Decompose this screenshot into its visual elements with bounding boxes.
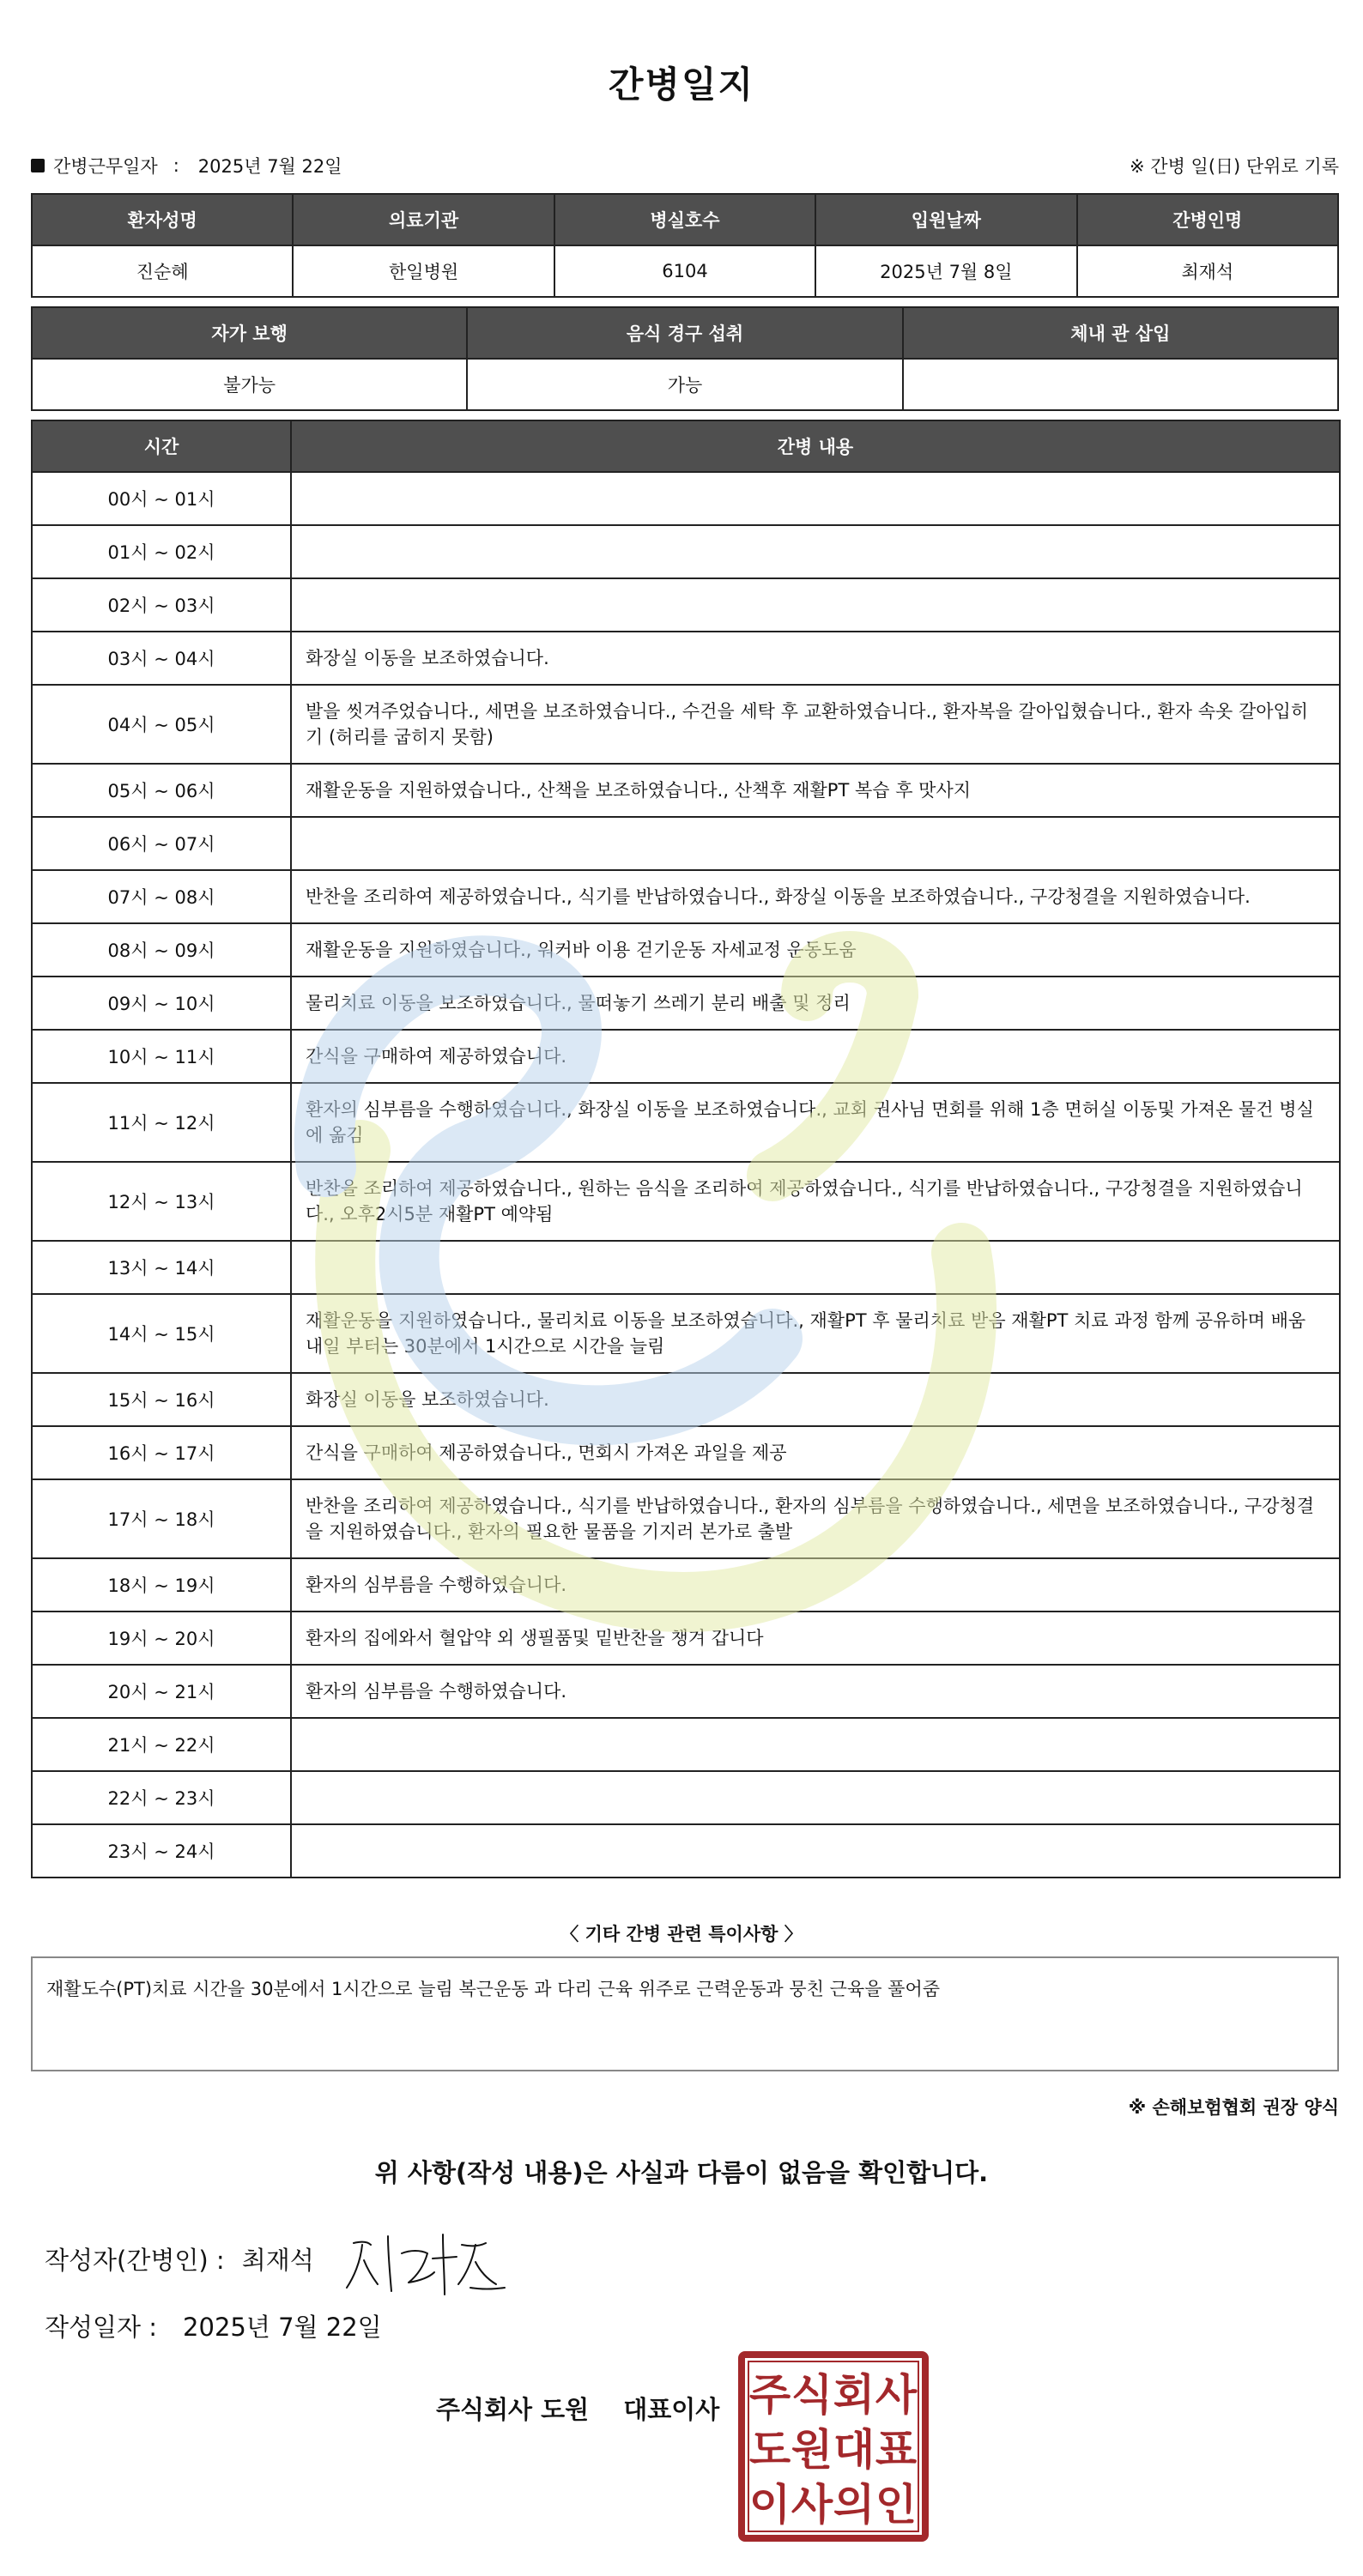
time-cell: 07시 ~ 08시	[32, 870, 291, 923]
self-walking-value: 불가능	[32, 359, 467, 410]
content-cell: 재활운동을 지원하였습니다., 물리치료 이동을 보조하였습니다., 재활PT 후 물리치료 받음 재활PT 치료 과정 함께 공유하며 배움 내일 부터는 30분에서 1시간으로 시간을 늘림	[291, 1294, 1340, 1373]
table-row	[32, 1426, 1340, 1479]
time-cell: 23시 ~ 24시	[32, 1824, 291, 1878]
confirmation-statement: 위 사항(작성 내용)은 사실과 다름이 없음을 확인합니다.	[374, 2158, 989, 2187]
patient-info-header-row	[32, 194, 1338, 245]
content-cell: 환자의 심부름을 수행하였습니다.	[291, 1665, 1340, 1718]
content-cell	[291, 578, 1340, 632]
admission-date: 2025년 7월 8일	[815, 245, 1076, 297]
table-row	[32, 685, 1340, 764]
svg-text:주: 주	[748, 2370, 791, 2420]
table-row	[32, 1030, 1340, 1083]
time-cell: 19시 ~ 20시	[32, 1612, 291, 1665]
company-signature-line	[436, 2391, 719, 2426]
unit-note: ※ 간병 일(日) 단위로 기록	[1130, 156, 1339, 177]
time-cell: 22시 ~ 23시	[32, 1771, 291, 1824]
write-date-value: 2025년 7월 22일	[183, 2313, 382, 2342]
content-cell: 재활운동을 지원하였습니다., 워커바 이용 걷기운동 자세교정 운동도움	[291, 923, 1340, 977]
writer-row	[45, 2241, 314, 2277]
work-date-value: 2025년 7월 22일	[197, 156, 342, 177]
time-cell: 01시 ~ 02시	[32, 525, 291, 578]
svg-text:대: 대	[833, 2425, 875, 2475]
table-row	[32, 472, 1340, 525]
meta-row	[31, 153, 1339, 178]
time-cell: 00시 ~ 01시	[32, 472, 291, 525]
patient-status-table	[31, 306, 1339, 411]
table-row	[32, 1083, 1340, 1162]
special-notes-title: 〈 기타 간병 관련 특이사항 〉	[560, 1924, 803, 1944]
table-row	[32, 1771, 1340, 1824]
status-header-row	[32, 307, 1338, 359]
table-row	[32, 817, 1340, 870]
recommended-form-note: ※ 손해보험협회 권장 양식	[1128, 2097, 1339, 2118]
content-cell: 환자의 심부름을 수행하였습니다., 화장실 이동을 보조하였습니다., 교회 권사님 면회를 위해 1층 면허실 이동및 가져온 물건 병실에 옮김	[291, 1083, 1340, 1162]
time-cell: 10시 ~ 11시	[32, 1030, 291, 1083]
time-cell: 17시 ~ 18시	[32, 1479, 291, 1558]
company-name: 주식회사 도원	[436, 2395, 590, 2424]
time-cell: 03시 ~ 04시	[32, 632, 291, 685]
table-row	[32, 578, 1340, 632]
svg-text:식: 식	[791, 2370, 833, 2420]
time-cell: 15시 ~ 16시	[32, 1373, 291, 1426]
oral-intake-value: 가능	[467, 359, 902, 410]
table-row	[32, 1558, 1340, 1612]
header-self-walking: 자가 보행	[32, 307, 467, 359]
writer-name: 최재석	[241, 2246, 314, 2275]
write-date-label: 작성일자 :	[45, 2313, 158, 2342]
svg-text:원: 원	[791, 2425, 833, 2475]
content-cell	[291, 1241, 1340, 1294]
header-tube-insertion: 체내 관 삽입	[903, 307, 1338, 359]
time-cell: 02시 ~ 03시	[32, 578, 291, 632]
content-cell	[291, 817, 1340, 870]
time-cell: 13시 ~ 14시	[32, 1241, 291, 1294]
table-row	[32, 632, 1340, 685]
table-row	[32, 525, 1340, 578]
table-row	[32, 1294, 1340, 1373]
time-cell: 18시 ~ 19시	[32, 1558, 291, 1612]
work-date-label: 간병근무일자	[53, 156, 158, 177]
hospital-name: 한일병원	[293, 245, 554, 297]
svg-text:사: 사	[875, 2370, 918, 2420]
header-hospital: 의료기관	[293, 194, 554, 245]
time-cell: 06시 ~ 07시	[32, 817, 291, 870]
table-row	[32, 1824, 1340, 1878]
svg-text:의: 의	[833, 2480, 875, 2530]
svg-text:회: 회	[833, 2370, 875, 2420]
content-cell	[291, 1824, 1340, 1878]
time-cell: 14시 ~ 15시	[32, 1294, 291, 1373]
log-header-row	[32, 420, 1340, 472]
caregiver-name: 최재석	[1077, 245, 1338, 297]
header-admission-date: 입원날짜	[815, 194, 1076, 245]
content-cell: 반찬을 조리하여 제공하였습니다., 원하는 음식을 조리하여 제공하였습니다., 식기를 반납하였습니다., 구강청결을 지원하였습니다., 오후2시5분 재활PT 예약됨	[291, 1162, 1340, 1241]
content-cell: 반찬을 조리하여 제공하였습니다., 식기를 반납하였습니다., 화장실 이동을 보조하였습니다., 구강청결을 지원하였습니다.	[291, 870, 1340, 923]
time-cell: 05시 ~ 06시	[32, 764, 291, 817]
patient-name: 진순혜	[32, 245, 293, 297]
company-seal-stamp	[736, 2349, 930, 2543]
header-caregiver: 간병인명	[1077, 194, 1338, 245]
content-cell	[291, 472, 1340, 525]
status-value-row	[32, 359, 1338, 410]
bullet-square-icon	[31, 159, 45, 172]
special-notes-content: 재활도수(PT)치료 시간을 30분에서 1시간으로 늘림 복근운동 과 다리 근육 위주로 근력운동과 뭉친 근육을 풀어줌	[46, 1979, 941, 1999]
table-row	[32, 1665, 1340, 1718]
table-row	[32, 1612, 1340, 1665]
table-row	[32, 923, 1340, 977]
content-cell: 화장실 이동을 보조하였습니다.	[291, 1373, 1340, 1426]
header-time: 시간	[32, 420, 291, 472]
hourly-log-table	[31, 420, 1341, 1878]
content-cell: 재활운동을 지원하였습니다., 산책을 보조하였습니다., 산책후 재활PT 복습 후 맛사지	[291, 764, 1340, 817]
svg-text:표: 표	[875, 2425, 918, 2475]
content-cell: 화장실 이동을 보조하였습니다.	[291, 632, 1340, 685]
table-row	[32, 1479, 1340, 1558]
content-cell: 발을 씻겨주었습니다., 세면을 보조하였습니다., 수건을 세탁 후 교환하였습니다., 환자복을 갈아입혔습니다., 환자 속옷 갈아입히기 (허리를 굽히지 못함)	[291, 685, 1340, 764]
content-cell	[291, 525, 1340, 578]
write-date-row	[45, 2308, 382, 2343]
tube-insertion-value	[903, 359, 1338, 410]
time-cell: 08시 ~ 09시	[32, 923, 291, 977]
handwritten-signature	[342, 2228, 513, 2296]
svg-text:사: 사	[791, 2480, 833, 2530]
time-cell: 16시 ~ 17시	[32, 1426, 291, 1479]
patient-info-table	[31, 193, 1339, 298]
special-notes-box	[31, 1956, 1339, 2071]
content-cell: 환자의 심부름을 수행하였습니다.	[291, 1558, 1340, 1612]
content-cell: 물리치료 이동을 보조하였습니다., 물떠놓기 쓰레기 분리 배출 및 정리	[291, 977, 1340, 1030]
header-patient-name: 환자성명	[32, 194, 293, 245]
patient-info-value-row	[32, 245, 1338, 297]
work-date-colon: :	[173, 155, 179, 176]
content-cell: 반찬을 조리하여 제공하였습니다., 식기를 반납하였습니다., 환자의 심부름을 수행하였습니다., 세면을 보조하였습니다., 구강청결을 지원하였습니다., 환자의 필요한 물품을 기지러 본가로 출발	[291, 1479, 1340, 1558]
time-cell: 20시 ~ 21시	[32, 1665, 291, 1718]
page-title: 간병일지	[608, 63, 755, 106]
writer-label: 작성자(간병인) :	[45, 2246, 225, 2275]
time-cell: 11시 ~ 12시	[32, 1083, 291, 1162]
time-cell: 09시 ~ 10시	[32, 977, 291, 1030]
content-cell: 간식을 구매하여 제공하였습니다.	[291, 1030, 1340, 1083]
header-care-content: 간병 내용	[291, 420, 1340, 472]
table-row	[32, 1373, 1340, 1426]
time-cell: 12시 ~ 13시	[32, 1162, 291, 1241]
header-oral-intake: 음식 경구 섭취	[467, 307, 902, 359]
table-row	[32, 764, 1340, 817]
content-cell: 간식을 구매하여 제공하였습니다., 면회시 가져온 과일을 제공	[291, 1426, 1340, 1479]
time-cell: 21시 ~ 22시	[32, 1718, 291, 1771]
room-number: 6104	[554, 245, 815, 297]
svg-text:이: 이	[748, 2480, 791, 2530]
table-row	[32, 1162, 1340, 1241]
work-date-group	[31, 153, 342, 178]
company-rep-title: 대표이사	[623, 2395, 720, 2424]
header-room: 병실호수	[554, 194, 815, 245]
svg-text:도: 도	[748, 2425, 791, 2475]
content-cell: 환자의 집에와서 혈압약 외 생필품및 밑반찬을 챙겨 갑니다	[291, 1612, 1340, 1665]
content-cell	[291, 1718, 1340, 1771]
content-cell	[291, 1771, 1340, 1824]
time-cell: 04시 ~ 05시	[32, 685, 291, 764]
svg-text:인: 인	[875, 2480, 918, 2530]
table-row	[32, 1718, 1340, 1771]
table-row	[32, 1241, 1340, 1294]
table-row	[32, 977, 1340, 1030]
table-row	[32, 870, 1340, 923]
